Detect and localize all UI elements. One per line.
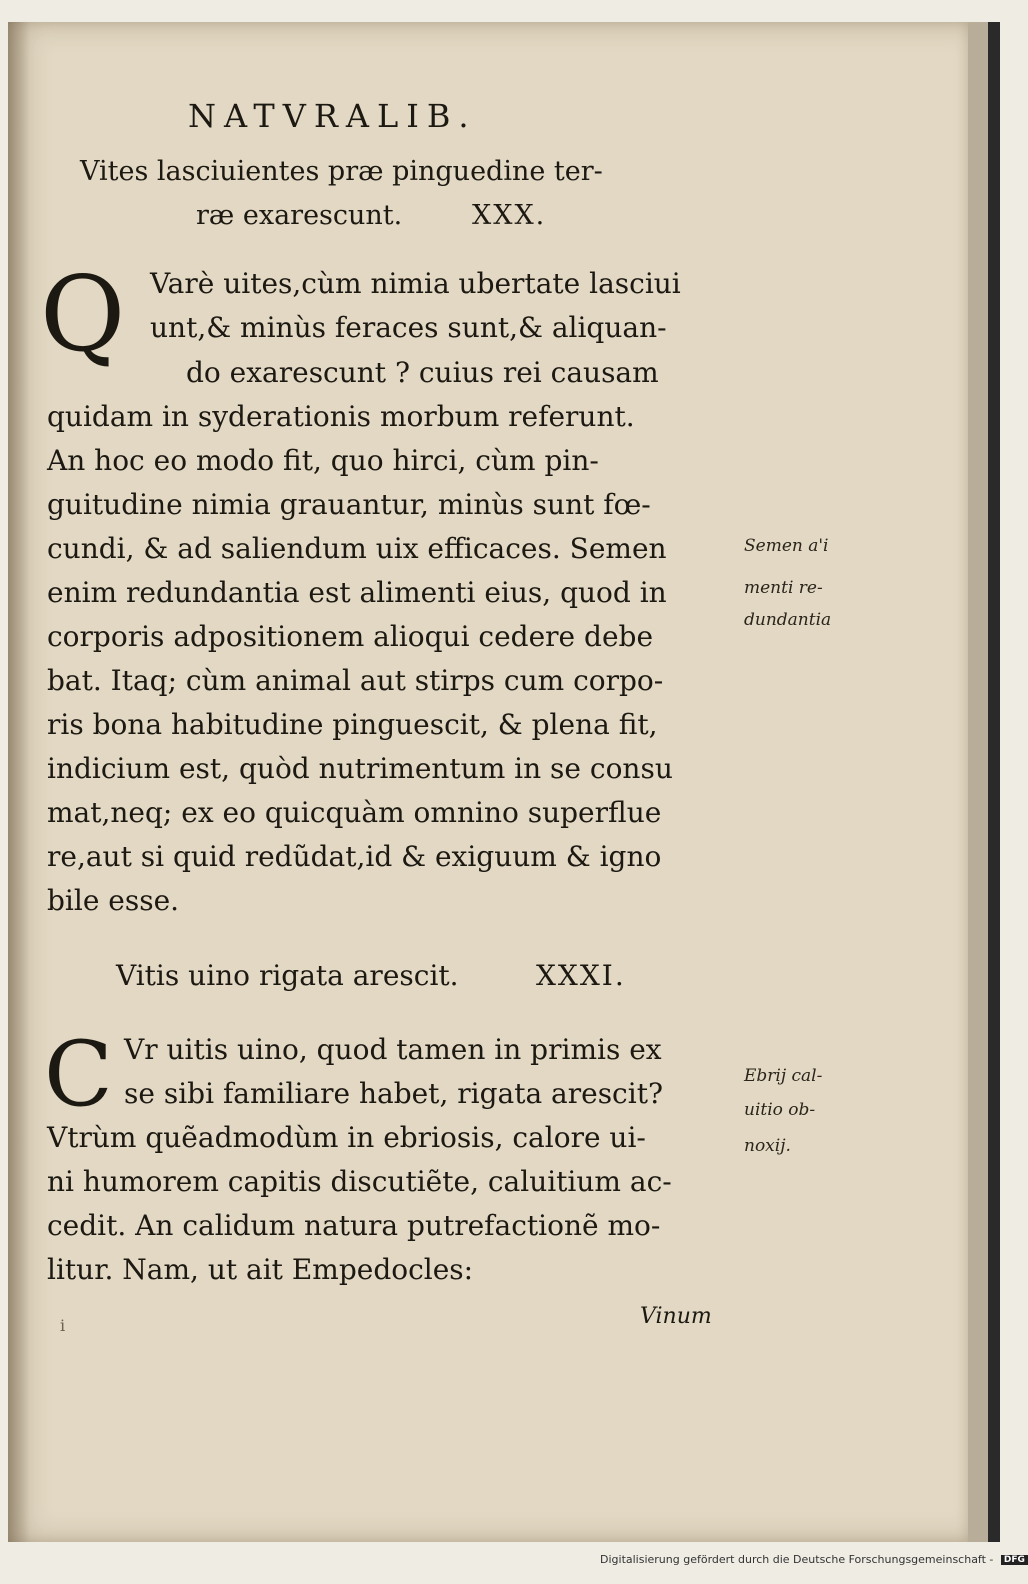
text-line: guitudine nimia grauantur, minùs sunt fœ- [47,488,651,521]
text-line: enim redundantia est alimenti eius, quod in [47,576,667,609]
text-line: ni humorem capitis discutiẽte, caluitium ac- [47,1165,672,1198]
signature-mark: i [60,1316,66,1335]
text-line: se sibi familiare habet, rigata arescit? [124,1077,663,1110]
text-line: cedit. An calidum natura putrefactionẽ mo- [47,1209,661,1242]
text-line: unt,& minùs feraces sunt,& aliquan- [150,311,667,344]
catchword: Vinum [640,1304,712,1329]
margin-note-line: noxij. [744,1136,791,1156]
margin-note-line: uitio ob- [744,1100,816,1120]
margin-note-line: menti re- [744,578,823,598]
section-number-31: XXXI. [536,959,626,992]
digitization-footer [600,1553,1028,1566]
page-spine-shadow [8,22,30,1542]
page-edge [968,22,988,1542]
margin-note-line: Ebrij cal- [744,1066,823,1086]
margin-note-line: dundantia [744,610,832,630]
scan-border [988,22,1000,1542]
running-head: NATVRALIB. [188,97,477,135]
text-line: cundi, & ad saliendum uix efficaces. Semen [47,532,667,565]
drop-cap-q: Q [40,253,126,375]
text-line: quidam in syderationis morbum referunt. [47,400,635,433]
text-line: ris bona habitudine pinguescit, & plena fit, [47,708,658,741]
section-title-30-line1: Vites lasciuientes præ pinguedine ter- [80,156,603,187]
text-line: Vtrùm quẽadmodùm in ebriosis, calore ui- [47,1121,646,1154]
section-title-30-line2: ræ exarescunt. [196,200,403,231]
text-line: do exarescunt ? cuius rei causam [186,356,659,389]
text-line: bat. Itaq; cùm animal aut stirps cum corpo- [47,664,664,697]
text-line: bile esse. [47,884,180,917]
dfg-logo: DFG [1001,1555,1028,1565]
drop-cap-c: C [44,1022,113,1127]
text-line: Vr uitis uino, quod tamen in primis ex [124,1033,662,1066]
text-line: An hoc eo modo fit, quo hirci, cùm pin- [47,444,599,477]
text-line: indicium est, quòd nutrimentum in se consu [47,752,673,785]
footer-text: Digitalisierung gefördert durch die Deutsche Forschungsgemeinschaft - [600,1553,994,1566]
text-line: re,aut si quid redũdat,id & exiguum & igno [47,840,662,873]
margin-note-line: Semen a'i [744,536,829,556]
text-line: Varè uites,cùm nimia ubertate lasciui [150,267,681,300]
text-line: mat,neq; ex eo quicquàm omnino superflue [47,796,662,829]
section-title-31: Vitis uino rigata arescit. [116,959,459,992]
section-number-30: XXX. [472,200,547,231]
text-line: corporis adpositionem alioqui cedere debe [47,620,654,653]
text-line: litur. Nam, ut ait Empedocles: [47,1253,474,1286]
